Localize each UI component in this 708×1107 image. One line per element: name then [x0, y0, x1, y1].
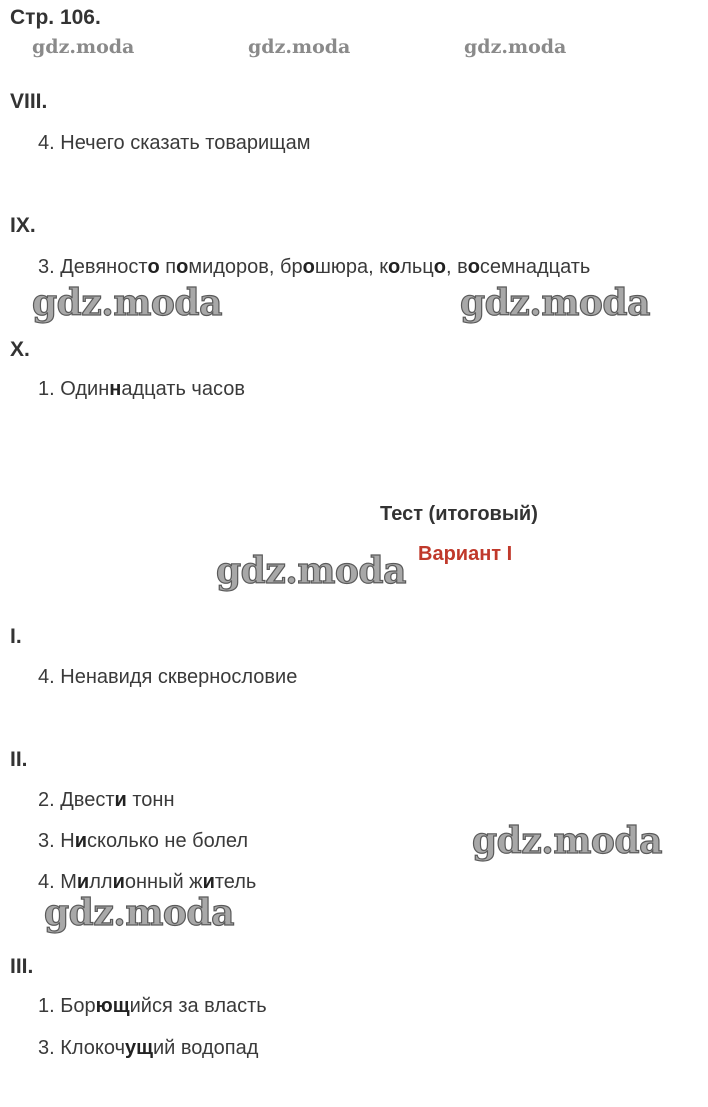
section-numeral: II. [10, 748, 28, 771]
test-title: Тест (итоговый) [380, 503, 538, 525]
section-numeral: IX. [10, 214, 36, 237]
watermark-logo: gdz.moda [472, 820, 662, 862]
item-number: 4. [38, 132, 55, 154]
item-number: 1. [38, 378, 55, 400]
watermark-logo: gdz.moda [216, 550, 406, 592]
section-numeral: X. [10, 338, 30, 361]
watermark-logo: gdz.moda [44, 892, 234, 934]
answer-item [38, 871, 256, 894]
item-text: Нисколько не болел [60, 830, 249, 852]
item-text: Двести тонн [60, 789, 175, 811]
answer-item [38, 666, 297, 689]
section-numeral: VIII. [10, 90, 48, 113]
watermark-logo: gdz.moda [32, 36, 135, 58]
section-numeral: I. [10, 625, 22, 648]
item-number: 2. [38, 789, 55, 811]
item-number: 4. [38, 666, 55, 688]
item-text: Нечего сказать товарищам [60, 132, 311, 154]
answer-item [38, 789, 175, 812]
answer-item [38, 256, 590, 279]
item-number: 3. [38, 1037, 55, 1059]
item-text: Ненавидя сквернословие [60, 666, 298, 688]
answer-item [38, 378, 245, 401]
answer-item [38, 995, 267, 1018]
item-number: 3. [38, 256, 55, 278]
watermark-logo: gdz.moda [248, 36, 351, 58]
answer-item [38, 830, 248, 853]
item-text: Клокочущий водопад [60, 1037, 259, 1059]
watermark-logo: gdz.moda [464, 36, 567, 58]
page-label: Стр. 106. [10, 6, 101, 29]
variant-label: Вариант I [418, 543, 513, 565]
item-text: Миллионный житель [60, 871, 257, 893]
item-number: 4. [38, 871, 55, 893]
item-number: 3. [38, 830, 55, 852]
section-numeral: III. [10, 955, 34, 978]
watermark-logo: gdz.moda [32, 282, 222, 324]
answer-item [38, 1037, 258, 1060]
item-text: Девяносто помидоров, брошюра, кольцо, восемнадцать [60, 256, 591, 278]
item-number: 1. [38, 995, 55, 1017]
watermark-logo: gdz.moda [460, 282, 650, 324]
item-text: Борющийся за власть [60, 995, 267, 1017]
item-text: Одиннадцать часов [60, 378, 245, 400]
answer-item [38, 132, 311, 155]
